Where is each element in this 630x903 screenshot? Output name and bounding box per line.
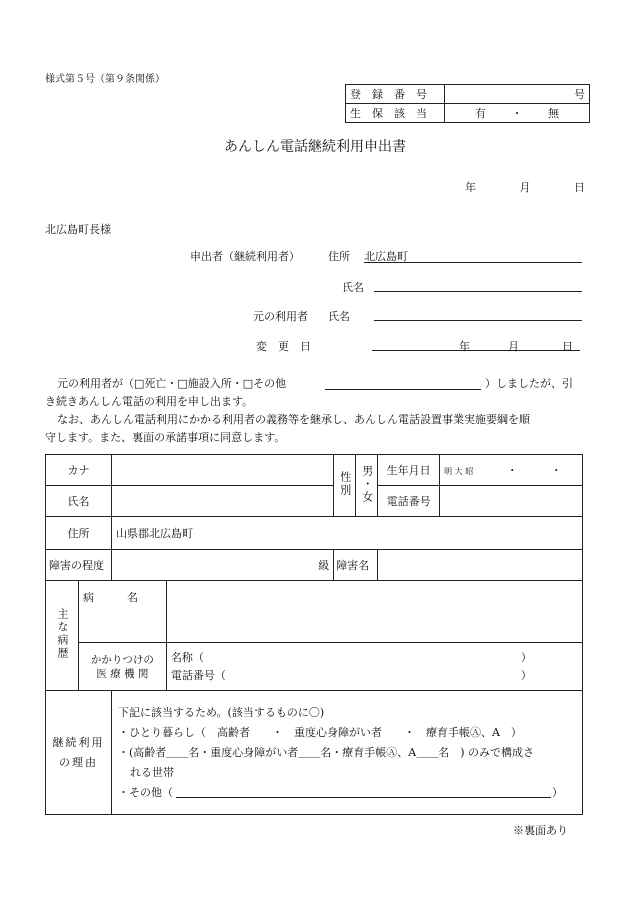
clinic-name-close: ）: [520, 650, 532, 664]
kana-field[interactable]: [111, 455, 333, 486]
application-date[interactable]: [465, 179, 585, 195]
disease-label: 病 名: [78, 581, 166, 643]
clinic-label: [78, 643, 166, 691]
reason-label-text: 継続利用の理由: [52, 735, 105, 769]
disability-name-field[interactable]: [378, 550, 583, 581]
disability-grade-field[interactable]: [111, 550, 333, 581]
applicant-label: 申出者（継続利用者）: [190, 250, 300, 263]
clinic-field[interactable]: [166, 643, 582, 691]
date-day: 日: [574, 181, 585, 194]
welfare-field[interactable]: [445, 104, 590, 123]
registration-number-suffix: 号: [574, 88, 585, 101]
birth-dots: ・ ・: [506, 464, 562, 477]
date-year: 年: [465, 181, 476, 194]
reason-other-label: ・その他（: [117, 785, 173, 799]
change-date-label: 変 更 日: [256, 340, 311, 353]
reason-option-3[interactable]: [118, 783, 576, 803]
clinic-name-label: 名称（: [170, 650, 204, 664]
date-month: 月: [519, 181, 531, 194]
body-line1-end: ）しましたが、引: [485, 377, 573, 390]
registration-number-label: 登 録 番 号: [346, 85, 445, 104]
applicant-name-label: 氏名: [342, 281, 364, 294]
clinic-label-1: かかりつけの: [90, 653, 154, 666]
registration-table: [345, 84, 590, 123]
welfare-dot: ・: [511, 107, 523, 120]
welfare-no[interactable]: 無: [548, 107, 559, 120]
applicant-address-label: 住所: [328, 250, 350, 263]
clinic-phone-close: ）: [520, 668, 532, 682]
change-date-day: 日: [562, 340, 573, 353]
birth-date-field[interactable]: [440, 455, 583, 486]
welfare-yes[interactable]: 有: [475, 107, 486, 120]
addressee: 北広島町長様: [45, 223, 111, 236]
address-field[interactable]: 山県郡北広島町: [111, 517, 582, 550]
applicant-address-line: [364, 262, 582, 263]
body-line3: なお、あんしん電話利用にかかる利用者の義務等を継承し、あんしん電話設置事業実施要綱を順: [57, 413, 530, 426]
body-line1: 元の利用者が（□死亡・□施設入所・□その他: [57, 377, 287, 390]
history-label: 主な病歴: [55, 608, 69, 660]
name-field[interactable]: [111, 486, 333, 517]
disease-field[interactable]: [166, 581, 582, 643]
former-user-name-label: 氏名: [328, 310, 350, 323]
reason-field: [111, 691, 582, 815]
change-date-line[interactable]: [372, 350, 580, 351]
sex-label: 性別: [338, 471, 352, 497]
address-label: 住所: [46, 517, 112, 550]
change-date-month: 月: [508, 340, 519, 353]
name-label: 氏名: [46, 486, 112, 517]
clinic-phone-label: 電話番号（: [170, 668, 226, 682]
sex-options[interactable]: 男・女: [360, 464, 374, 504]
change-date-year: 年: [459, 340, 470, 353]
body-line2: き続きあんしん電話の利用を申し出ます。: [45, 395, 254, 408]
footer-note: ※裏面あり: [513, 824, 568, 837]
former-user-name-line[interactable]: [374, 320, 582, 321]
user-info-table: [45, 454, 583, 815]
other-reason-line[interactable]: [325, 389, 481, 390]
body-line4: 守します。また、裏面の承諾事項に同意します。: [45, 431, 286, 444]
birth-eras[interactable]: 明 大 昭: [444, 467, 474, 476]
former-user-label: 元の利用者: [253, 310, 308, 323]
reason-other-line[interactable]: [176, 797, 551, 798]
clinic-label-2: 医 療 機 関: [96, 667, 149, 680]
reason-option-2b: れる世帯: [129, 765, 174, 779]
phone-field[interactable]: [440, 486, 583, 517]
registration-number-field[interactable]: [445, 85, 590, 104]
reason-intro: 下記に該当するため。(該当するものに〇): [117, 705, 325, 719]
grade-label: 級: [318, 559, 330, 572]
welfare-label: 生 保 該 当: [346, 104, 445, 123]
disability-name-label: 障害名: [334, 550, 378, 581]
applicant-name-line[interactable]: [374, 291, 582, 292]
phone-label: 電話番号: [378, 486, 440, 517]
disability-degree-label: 障害の程度: [46, 550, 112, 581]
form-number: 様式第５号（第９条関係）: [45, 74, 165, 85]
reason-option-2[interactable]: ・(高齢者＿＿名・重度心身障がい者＿＿名・療育手帳Ⓐ、A＿＿名 ) のみで構成さ: [117, 745, 534, 759]
birth-date-label: 生年月日: [378, 455, 440, 486]
body-paragraph: [45, 375, 590, 447]
kana-label: カナ: [46, 455, 112, 486]
reason-option-1[interactable]: ・ひとり暮らし（ 高齢者 ・ 重度心身障がい者 ・ 療育手帳Ⓐ、A ）: [117, 725, 522, 739]
reason-other-close: ）: [551, 785, 563, 799]
page-title: あんしん電話継続利用申出書: [224, 139, 406, 155]
reason-label: [46, 691, 112, 815]
applicant-address-value[interactable]: 北広島町: [364, 250, 408, 263]
